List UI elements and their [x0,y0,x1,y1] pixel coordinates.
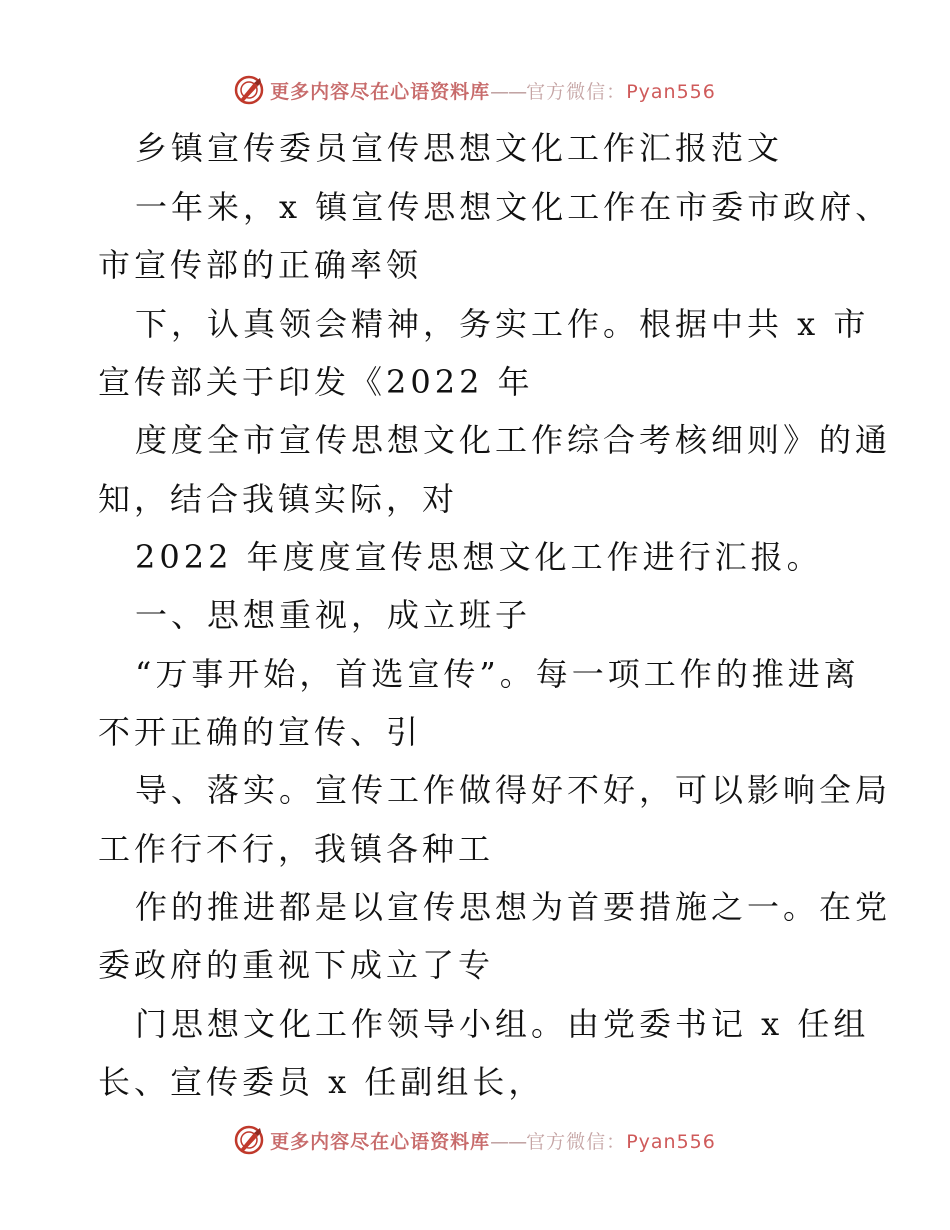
watermark-contact-id: Pyan556 [626,1130,716,1153]
paragraph-line: 度度全市宣传思想文化工作综合考核细则》的通 [135,421,892,459]
paragraph-line: 委政府的重视下成立了专 [98,946,495,984]
watermark-dash: —— [490,80,527,103]
paragraph-line: 下，认真领会精神，务实工作。根据中共 x 市 [135,305,870,343]
watermark-contact-label: 官方微信： [526,80,627,103]
paragraph-line: 不开正确的宣传、引 [98,713,423,751]
document-title: 乡镇宣传委员宣传思想文化工作汇报范文 [135,129,784,167]
paragraph-line: 工作行不行，我镇各种工 [98,830,495,868]
watermark-contact-label: 官方微信： [526,1130,627,1153]
paragraph-line: 知，结合我镇实际，对 [98,480,459,518]
section-heading: 一、思想重视，成立班子 [135,596,532,634]
paragraph-line: 一年来，x 镇宣传思想文化工作在市委市政府、 [135,188,892,226]
watermark-main-text: 更多内容尽在心语资料库 [270,80,491,103]
paragraph-line: “万事开始，首选宣传”。每一项工作的推进离 [135,655,860,693]
paragraph-line: 市宣传部的正确率领 [98,246,423,284]
paragraph-line: 2022 年度度宣传思想文化工作进行汇报。 [135,538,823,576]
paragraph-line: 作的推进都是以宣传思想为首要措施之一。在党 [135,888,892,926]
quill-pen-logo-icon [234,1125,264,1155]
paragraph-line: 长、宣传委员 x 任副组长， [98,1063,545,1101]
paragraph-line: 导、落实。宣传工作做得好不好，可以影响全局 [135,771,892,809]
watermark-main-text: 更多内容尽在心语资料库 [270,1130,491,1153]
paragraph-line: 宣传部关于印发《2022 年 [98,363,534,401]
footer-watermark-banner [0,1120,950,1160]
watermark-dash: —— [490,1130,527,1153]
paragraph-line: 门思想文化工作领导小组。由党委书记 x 任组 [135,1005,870,1043]
watermark-contact-id: Pyan556 [626,80,716,103]
